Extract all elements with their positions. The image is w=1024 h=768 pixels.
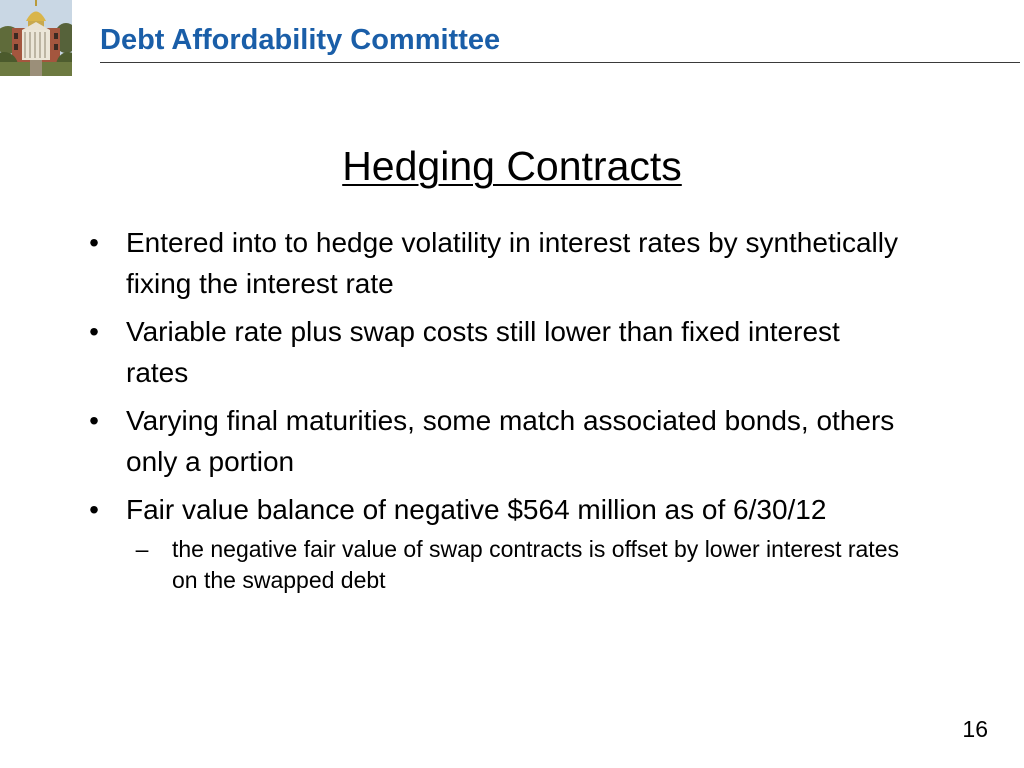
sub-bullet-item <box>130 534 904 596</box>
slide-title: Hedging Contracts <box>342 143 682 189</box>
bullet-marker: • <box>89 227 99 258</box>
bullet-marker: • <box>89 316 99 347</box>
bullet-list <box>84 222 904 596</box>
header-title: Debt Affordability Committee <box>100 24 501 56</box>
bullet-item <box>84 400 904 482</box>
sub-bullet-text: the negative fair value of swap contracts is offset by lower interest rates on the swapped debt <box>172 536 899 593</box>
bullet-item <box>84 222 904 304</box>
page-number: 16 <box>962 716 988 742</box>
bullet-text: Entered into to hedge volatility in interest rates by synthetically fixing the interest rate <box>126 227 898 299</box>
bullet-marker: • <box>89 494 99 525</box>
bullet-marker: • <box>89 405 99 436</box>
bullet-item <box>84 489 904 530</box>
state-house-icon <box>0 0 72 76</box>
sub-bullet-marker: – <box>135 536 149 562</box>
header-divider <box>100 62 1020 63</box>
bullet-text: Varying final maturities, some match associated bonds, others only a portion <box>126 405 895 477</box>
bullet-text: Fair value balance of negative $564 million as of 6/30/12 <box>126 494 827 525</box>
bullet-text: Variable rate plus swap costs still lower than fixed interest rates <box>126 316 840 388</box>
bullet-item <box>84 311 904 393</box>
